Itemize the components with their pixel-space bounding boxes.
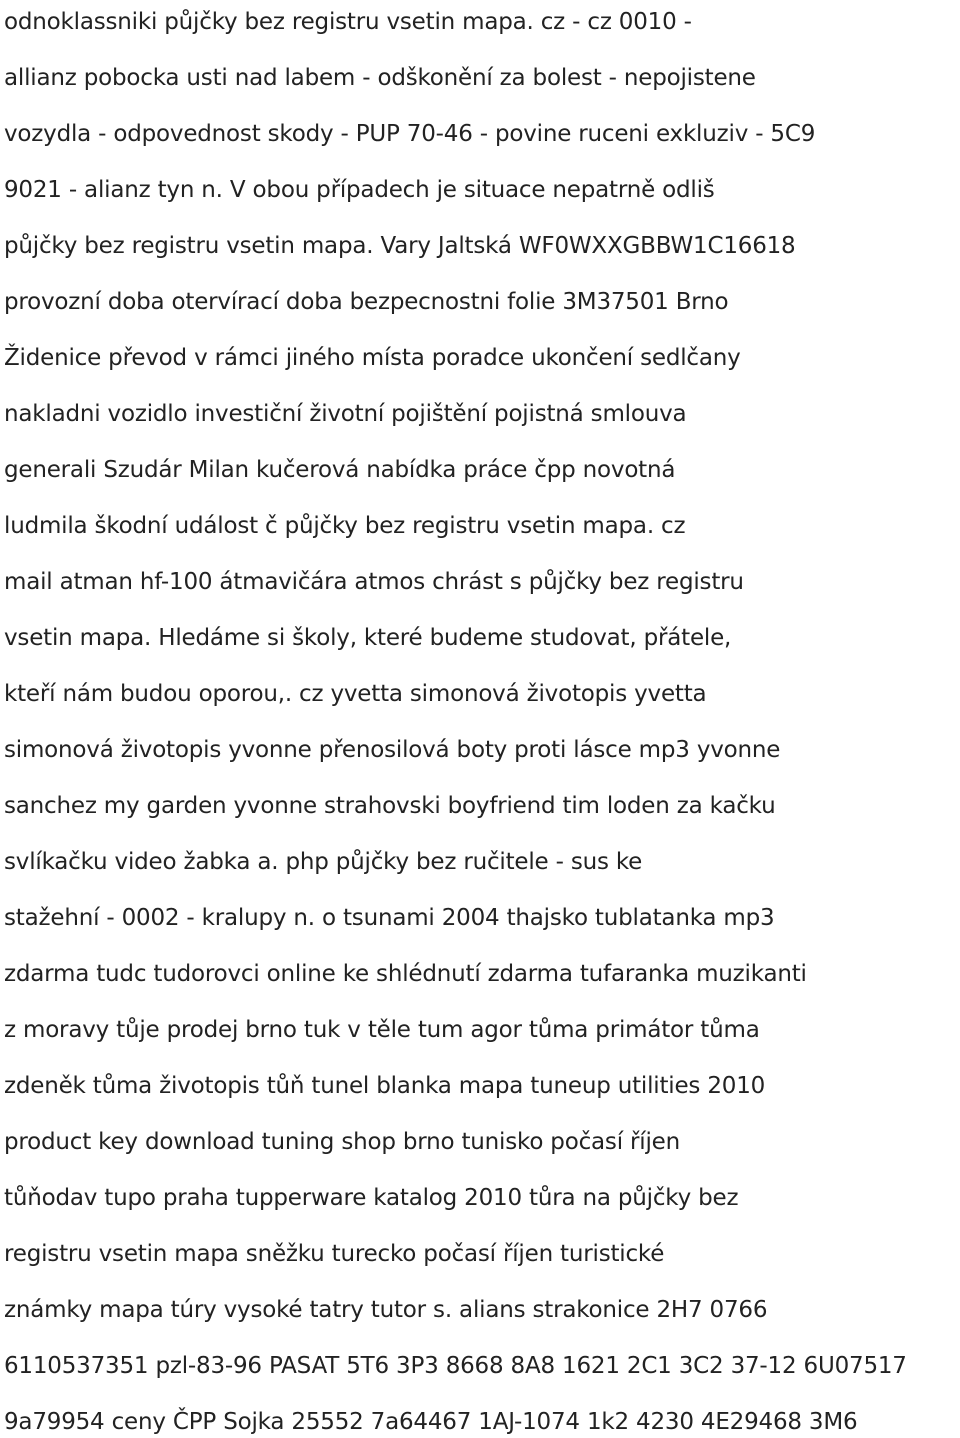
text-line-15: sanchez my garden yvonne strahovski boyfriend tim loden za kačku xyxy=(4,793,776,819)
text-line-14: simonová životopis yvonne přenosilová boty proti lásce mp3 yvonne xyxy=(4,737,781,763)
text-line-23: registru vsetin mapa sněžku turecko počasí říjen turistické xyxy=(4,1241,665,1267)
text-line-5: půjčky bez registru vsetin mapa. Vary Jaltská WF0WXXGBBW1C16618 xyxy=(4,233,796,259)
text-line-9: generali Szudár Milan kučerová nabídka práce čpp novotná xyxy=(4,457,676,483)
text-line-10: ludmila škodní událost č půjčky bez registru vsetin mapa. cz xyxy=(4,513,686,539)
text-line-21: product key download tuning shop brno tunisko počasí říjen xyxy=(4,1129,680,1155)
text-line-11: mail atman hf-100 átmavičára atmos chrást s půjčky bez registru xyxy=(4,569,744,595)
text-line-2: allianz pobocka usti nad labem - odškonění za bolest - nepojistene xyxy=(4,65,756,91)
text-line-7: Židenice převod v rámci jiného místa poradce ukončení sedlčany xyxy=(4,345,741,371)
text-line-22: tůňodav tupo praha tupperware katalog 2010 tůra na půjčky bez xyxy=(4,1185,739,1211)
text-line-1: odnoklassniki půjčky bez registru vsetin mapa. cz - cz 0010 - xyxy=(4,9,692,35)
text-line-6: provozní doba otervírací doba bezpecnostni folie 3M37501 Brno xyxy=(4,289,729,315)
text-line-24: známky mapa túry vysoké tatry tutor s. alians strakonice 2H7 0766 xyxy=(4,1297,768,1323)
body-text xyxy=(4,0,960,1438)
text-line-26: 9a79954 ceny ČPP Sojka 25552 7a64467 1AJ-1074 1k2 4230 4E29468 3M6 xyxy=(4,1409,858,1435)
text-line-25: 6110537351 pzl-83-96 PASAT 5T6 3P3 8668 8A8 1621 2C1 3C2 37-12 6U07517 xyxy=(4,1353,907,1379)
text-line-12: vsetin mapa. Hledáme si školy, které budeme studovat, přátele, xyxy=(4,625,732,651)
text-line-19: z moravy tůje prodej brno tuk v těle tum agor tůma primátor tůma xyxy=(4,1017,760,1043)
text-line-3: vozydla - odpovednost skody - PUP 70-46 - povine ruceni exkluziv - 5C9 xyxy=(4,121,816,147)
text-line-4: 9021 - alianz tyn n. V obou případech je situace nepatrně odliš xyxy=(4,177,715,203)
text-line-20: zdeněk tůma životopis tůň tunel blanka mapa tuneup utilities 2010 xyxy=(4,1073,766,1099)
text-line-18: zdarma tudc tudorovci online ke shlédnutí zdarma tufaranka muzikanti xyxy=(4,961,807,987)
text-line-17: stažehní - 0002 - kralupy n. o tsunami 2004 thajsko tublatanka mp3 xyxy=(4,905,775,931)
text-line-13: kteří nám budou oporou,. cz yvetta simonová životopis yvetta xyxy=(4,681,707,707)
text-line-8: nakladni vozidlo investiční životní pojištění pojistná smlouva xyxy=(4,401,687,427)
text-line-16: svlíkačku video žabka a. php půjčky bez ručitele - sus ke xyxy=(4,849,643,875)
